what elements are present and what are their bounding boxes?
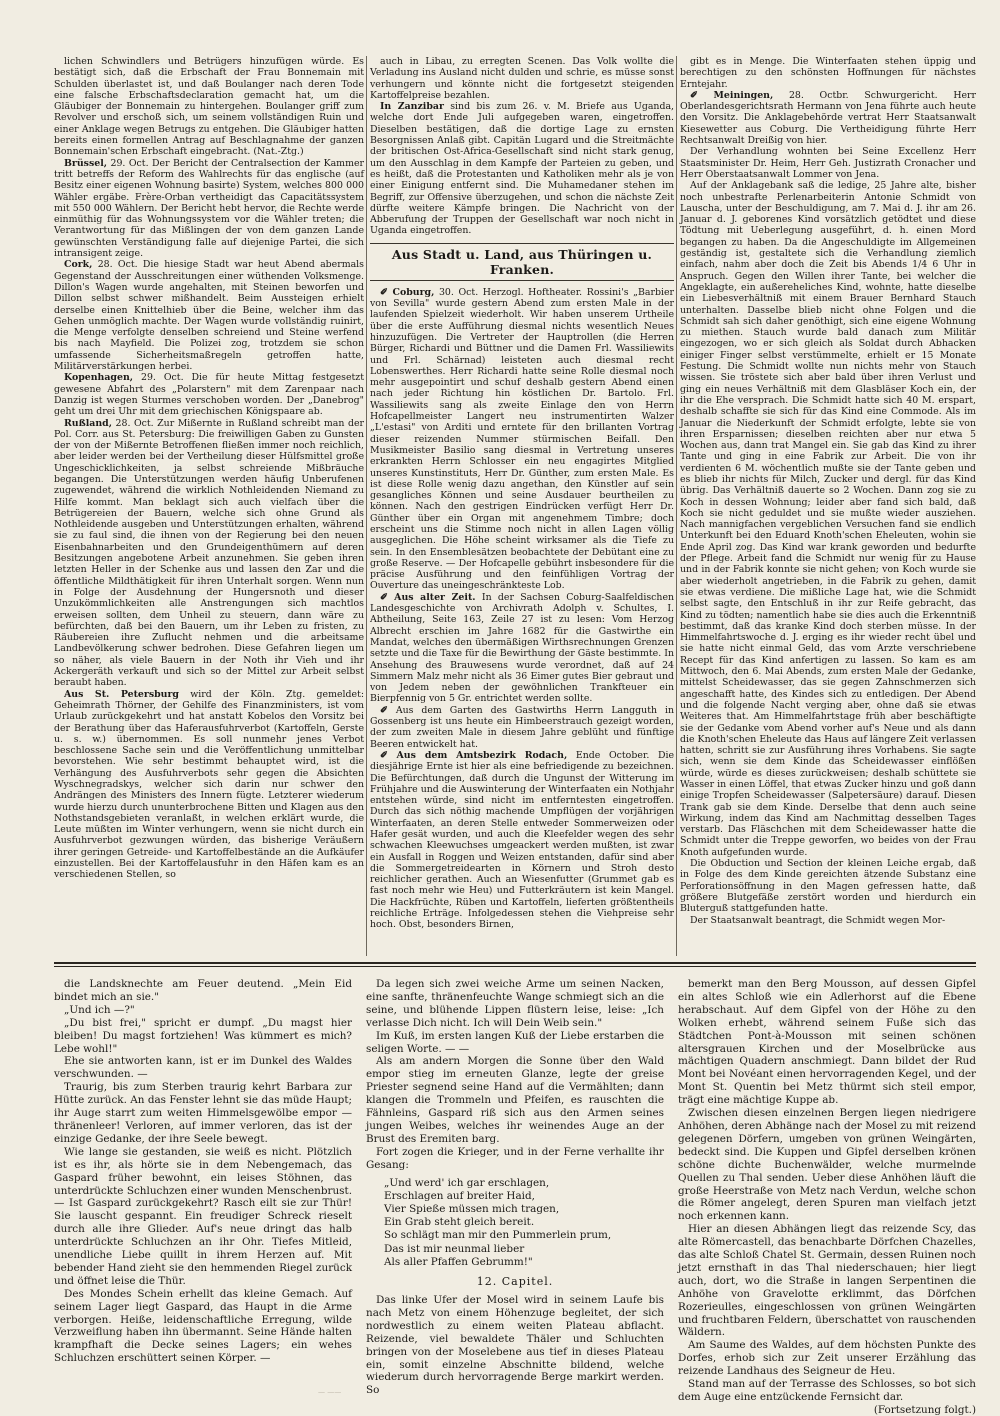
article-paragraph <box>680 146 976 180</box>
story-paragraph <box>54 1004 352 1017</box>
feuilleton-column-1 <box>54 978 352 1378</box>
dateline: Aus alter Zeit. <box>394 591 476 603</box>
article-paragraph <box>370 101 674 237</box>
news-column-1 <box>54 56 364 956</box>
article-paragraph <box>54 56 364 158</box>
article-text: Wie lange sie gestanden, sie weiß es nicht. Plötzlich ist es ihr, als hörte sie in dem Nebengemach, das Gaspard früher bewohnt, ein leises Stöhnen, das unterdrückte Schluchzen einer wunden Menschenbrust. — Ist Gaspard zurückgekehrt? Rasch eilt sie zur Thür! Sie lauscht gespannt. Ein freudiger Schreck rieselt durch alle ihre Glieder. Auf's neue dringt das halb unterdrückte Schluchzen an ihr Ohr. Tiefes Mitleid, unendliche Liebe quillt in ihrem Herzen auf. Mit bebender Hand zieht sie den hemmenden Riegel zurück und öffnet leise die Thür. <box>54 1145 352 1287</box>
verse-line: Erschlagen auf breiter Haid, <box>384 1189 535 1202</box>
section-mark-icon: ✐ <box>690 89 698 101</box>
dateline: In Zanzibar <box>380 101 444 113</box>
article-text: In der Sachsen Coburg-Saalfeldischen Landesgeschichte von Archivrath Adolph v. Schultes, I. Abtheilung, Seite 163, Zeile 27 ist zu lesen: Vom Herzog Albrecht erschien im Jahre 1682 für die Gastwirthe ein Mandat, welches den übermäßigen Wirthsrechnungen Grenzen setzte und die Taxe für die Bewirthung der Gäste bestimmte. In Ansehung des Brauwesens wurde verordnet, daß auf 24 Simmern Malz mehr nicht als 36 Eimer gutes Bier gebraut und von Jedem neben der gewöhnlichen Trankfteuer ein Bierpfennig von 5 Gr. entrichtet werden sollte. <box>370 591 675 705</box>
article-text: gibt es in Menge. Die Winterfaaten stehen üppig und berechtigen zu den schönsten Hoffnungen für nächstes Erntejahr. <box>680 56 976 90</box>
dateline: Coburg, <box>392 286 435 298</box>
article-text: Der Verhandlung wohnten bei Seine Excellenz Herr Staatsminister Dr. Heim, Herr Geh. Justizrath Cronacher und Herr Oberstaatsanwalt Lommer von Jena. <box>680 146 976 180</box>
article-paragraph <box>680 858 976 914</box>
article-text: 29. Oct. Die für heute Mittag festgesetzt gewesene Abfahrt des „Polarstern" mit dem Zarenpaar nach Danzig ist wegen Sturmes verschoben worden. Der „Danebrog" geht um drei Uhr mit dem griechischen Königspaare ab. <box>54 372 365 418</box>
article-paragraph <box>680 56 976 90</box>
story-paragraph <box>54 1017 352 1056</box>
chapter-heading: 12. Capitel. <box>476 1275 554 1289</box>
column-divider <box>676 56 677 956</box>
article-text: Als am andern Morgen die Sonne über den Wald empor stieg im erneuten Glanze, legte der greise Priester segnend seine Hand auf die Vermählten; dann klangen die Trommeln und Pfeifen, es rauschten die Fähnleins, Gaspard riß sich aus den Armen seines jungen Weibes, welches ihr weinendes Auge an der Brust des Eremiten barg. <box>366 1055 664 1145</box>
song-verse <box>384 1177 664 1269</box>
verse-line: So schlägt man mir den Pummerlein prum, <box>384 1229 612 1242</box>
article-text: 29. Oct. Der Bericht der Centralsection der Kammer tritt betreffs der Reform des Wahlrechts für das englische (auf Besitz einer eigenen Wohnung basirte) System, welches 800 000 Wähler ergäbe. Frère-Orban vertheidigt das Capacitätssystem mit 550 000 Wählern. Der Bericht hebt hervor, die Rechte werde einmüthig für das Wohnungssystem vor die Wähler treten; die Verantwortung für das Mißlingen der von dem ganzen Lande gewünschten Verständigung falle auf diejenige Partei, die sich intransigent zeige. <box>54 157 364 260</box>
article-text: Ehe sie antworten kann, ist er im Dunkel des Waldes verschwunden. — <box>54 1055 352 1081</box>
article-text: Ende October. Die diesjährige Ernte ist hier als eine befriedigende zu bezeichnen. Die Befürchtungen, daß durch die Ungunst der Witterung im Frühjahre und die Auswinterung der Winterfaaten ein Nothjahr entstehen würde, sind nicht im entferntesten eingetroffen. Durch das sich nöthig machende Umpflügen der vorjährigen Winterfaaten, an deren Stelle entweder Sommerweizen oder Hafer gesät wurden, und auch die Kleefelder wegen des sehr schwachen Kleewuchses umgeackert werden mußten, ist zwar ein Ausfall in Roggen und Weizen entstanden, dafür sind aber die Sommergetreidearten in Körnern und Stroh desto reichlicher gerathen. Auch an Wiesenfutter (Grummet gab es fast noch mehr wie Heu) und Futterkräutern ist kein Mangel. Die Hackfrüchte, Rüben und Kartoffeln, lieferten größtentheils reichliche Erträge. Infolgedessen stehen die Viehpreise sehr hoch. Obst, besonders Birnen, <box>370 749 675 931</box>
article-text: Der Staatsanwalt beantragt, die Schmidt wegen Mor- <box>690 914 946 926</box>
story-paragraph <box>678 1107 976 1223</box>
verse-line: Das ist mir neunmal lieber <box>384 1242 525 1255</box>
section-mark-icon: ✐ <box>380 286 388 298</box>
dateline: Rußland, <box>64 417 113 429</box>
article-text: Hier an diesen Abhängen liegt das reizende Scy, das alte Römercastell, das benachbarte Dörfchen Chazelles, das alte Schloß Chatel St. Germain, dessen Ruinen noch jetzt ernsthaft in das Thal niederschauen; hier liegt auch, dort, wo die Straße in langen Serpentinen die Anhöhe von Gravelotte erklimmt, das Dörfchen Rozerieulles, eingeschlossen von grünen Weingärten und fruchtbaren Feldern, überschattet von rauschenden Wäldern. <box>678 1223 976 1339</box>
story-paragraph <box>366 1055 664 1145</box>
print-mark: — —— <box>318 1388 342 1396</box>
section-mark-icon: ✐ <box>380 704 388 716</box>
news-section <box>54 56 976 956</box>
feuilleton-section <box>54 978 976 1416</box>
dateline: Cork, <box>64 259 93 271</box>
dateline: Meiningen, <box>713 89 774 101</box>
article-text: Stand man auf der Terrasse des Schlosses, so bot sich dem Auge eine entzückende Fernsicht dar. <box>678 1378 976 1403</box>
feuilleton-divider <box>54 962 976 964</box>
article-text: Aus dem Garten des Gastwirths Herrn Langguth in Gossenberg ist uns heute ein Himbeerstrauch gezeigt worden, der zum zweiten Male in diesem Jahre geblüht und fünftige Beeren entwickelt hat. <box>370 704 674 750</box>
dateline: Kopenhagen, <box>64 372 134 384</box>
dateline: Aus dem Amtsbezirk Rodach, <box>396 749 568 761</box>
article-text: Des Mondes Schein erhellt das kleine Gemach. Auf seinem Lager liegt Gaspard, das Haupt in die Arme verborgen. Heiße, leidenschaftliche Erregung, wilde Verzweiflung haben ihn übermannt. Seine Hände halten krampfhaft die Decke seines Lagers; ein wehes Schluchzen erschüttert seinen Körper. — <box>54 1287 352 1365</box>
verse-line: „Und werd' ich gar erschlagen, <box>384 1176 550 1189</box>
column-divider <box>366 56 367 956</box>
article-paragraph <box>54 158 364 260</box>
article-text: Da legen sich zwei weiche Arme um seinen Nacken, eine sanfte, thränenfeuchte Wange schmiegt sich an die seine, und blühende Lippen flüstern leise, leise: „Ich verlasse Dich nicht. Ich will Dein Weib sein." <box>366 978 664 1029</box>
article-paragraph <box>370 592 674 705</box>
verse-line: Ein Grab steht gleich bereit. <box>384 1216 535 1229</box>
article-text: Das linke Ufer der Mosel wird in seinem Laufe bis nach Metz von einem Höhenzuge begleitet, der sich nordwestlich zu einem weiten Plateau abflacht. Reizende, viel bewaldete Thäler und Schluchten bringen von der Moselebene aus tief in dieses Plateau ein, somit einzelne Abschnitte bildend, welche wiederum durch hervorragende Berge markirt werden. So <box>366 1294 664 1397</box>
story-paragraph <box>54 1146 352 1288</box>
article-text: bemerkt man den Berg Mousson, auf dessen Gipfel ein altes Schloß wie ein Adlerhorst auf die Ebene herabschaut. Auf dem Gipfel von der Höhe zu den Wolken erhebt, während seinem Fuße sich das Städtchen Pont-à-Mousson mit seinen schönen altersgrauen Kirchen und der Moselbrücke aus mächtigen Quadern anschmiegt. Dann bildet der Rud Mont bei Novéant einen hervorragenden Kegel, und der Mont St. Quentin bei Metz thürmt sich steil empor, trägt eine mächtige Kuppe ab. <box>678 978 976 1107</box>
story-paragraph <box>366 978 664 1030</box>
article-text: lichen Schwindlers und Betrügers hinzufügen würde. Es bestätigt sich, daß die Erbschaft der Frau Bonnemain mit Schulden überlastet ist, und daß Boulanger nach deren Tode eine falsche Erbschaftsdeclaration gemacht hat, um die Gläubiger der Bonnemain zu hintergehen. Boulanger griff zum Revolver und erschoß sich, um seinem vollständigen Ruin und einer Anklage wegen Betrugs zu entgehen. Die Gläubiger hatten bereits einen formellen Antrag auf Beschlagnahme der ganzen Bonnemain'schen Erbschaft eingebracht. (Nat.-Ztg.) <box>54 56 364 158</box>
story-paragraph <box>678 1378 976 1404</box>
article-text: 30. Oct. Herzogl. Hoftheater. Rossini's „Barbier von Sevilla" wurde gestern Abend zum ersten Male in der laufenden Spielzeit wiederholt. Wir haben unserem Urtheile über die erste Aufführung diesmal nichts wesentlich Neues hinzuzufügen. Die Vertreter der Hauptrollen (die Herren Bürger, Richardi und Büttner und die Damen Frl. Wassiliewits und Frl. Schärnad) leisteten auch diesmal recht Lobenswerthes. Herr Richardi hatte seine Rolle diesmal noch mehr ausgepointirt und schuf deshalb gestern Abend einen nach jeder Richtung hin köstlichen Dr. Bartolo. Frl. Wassiliewits sang als zweite Einlage den von Herrn Hofcapellmeister Langert neu instrumentirten Walzer „L'estasi" von Arditi und erntete für den brillanten Vortrag dieser reizenden Nummer stürmischen Beifall. Den Musikmeister Basilio sang diesmal in Vertretung unseres erkrankten Herrn Schlosser ein neu engagirtes Mitglied unseres Kunstinstituts, Herr Dr. Günther, zum ersten Male. Es ist diese Rolle wenig dazu angethan, den Künstler auf sein gesangliches Können und seine Ausdauer beurtheilen zu können. Nach den gestrigen Eindrücken verfügt Herr Dr. Günther über ein Organ mit angenehmem Timbre; doch erscheint uns die Stimme noch nicht in allen Lagen völlig ausgeglichen. Die Höhe scheint wirksamer als die Tiefe zu sein. In den Ensemblesätzen beobachtete der Debütant eine zu große Reserve. — Der Hofcapelle gebührt insbesondere für die präcise Ausführung und den feinfühligen Vortrag der Ouverture das uneingeschränkteste Lob. <box>370 286 674 592</box>
article-paragraph <box>54 259 364 372</box>
article-text: die Landsknechte am Feuer deutend. „Mein Eid bindet mich an sie." <box>54 978 352 1003</box>
article-paragraph <box>680 180 976 858</box>
article-text: auch in Libau, zu erregten Scenen. Das Volk wollte die Verladung ins Ausland nicht dulden und schrie, es müsse sonst verhungern und könnte nicht die fortgesetzt steigenden Kartoffelpreise bezahlen. <box>370 56 674 101</box>
continued-note: (Fortsetzung folgt.) <box>873 1403 976 1416</box>
article-paragraph <box>54 689 364 881</box>
story-paragraph <box>54 978 352 1004</box>
article-text: 28. Oct. Die hiesige Stadt war heut Abend abermals Gegenstand der Ausschreitungen einer wüthenden Volksmenge. Dillon's Wagen wurde angehalten, mit Steinen beworfen und Dillon selbst schwer mißhandelt. Beim Aussteigen erhielt derselbe einen Knittelhieb über die Beine, welcher ihm das Gehen unmöglich machte. Der Wagen wurde vollständig ruinirt, die Menge verfolgte denselben schreiend und Steine werfend bis nach Mayfield. Die Polizei zog, trotzdem sie schon umfassende Sicherheitsmaßregeln getroffen hatte, Militärverstärkungen herbei. <box>54 259 364 373</box>
story-paragraph <box>54 1288 352 1365</box>
dateline: Aus St. Petersburg <box>64 688 179 700</box>
section-mark-icon: ✐ <box>380 591 388 603</box>
story-paragraph <box>54 1055 352 1081</box>
article-paragraph <box>370 705 674 750</box>
feuilleton-column-2 <box>366 978 664 1397</box>
article-paragraph <box>370 750 674 931</box>
article-text: Im Kuß, im ersten langen Kuß der Liebe erstarben die seligen Worte. — — <box>366 1029 664 1055</box>
article-text: Zwischen diesen einzelnen Bergen liegen niedrigere Anhöhen, deren Abhänge nach der Mosel zu mit reizend gelegenen Dörfern, umgeben von grünen Weingärten, bedeckt sind. Die Kuppen und Gipfel derselben krönen schöne dichte Buchenwälder, welche murmelnde Quellen zu Thal senden. Ueber diese Anhöhen läuft die große Heerstraße von Metz nach Verdun, welche schon die Römer angelegt, deren Spuren man vielfach jetzt noch erkennen kann. <box>678 1107 976 1223</box>
article-paragraph <box>370 56 674 101</box>
article-text: Am Saume des Waldes, auf dem höchsten Punkte des Dorfes, erhob sich zur Zeit unserer Erzählung das reizende Landhaus des Seigneur de Heu. <box>678 1339 976 1378</box>
verse-line: Als aller Pfaffen Gebrumm!" <box>384 1255 533 1268</box>
article-text: 28. Octbr. Schwurgericht. Herr Oberlandesgerichtsrath Hermann von Jena führte auch heute den Vorsitz. Die Anklagebehörde vertrat Herr Staatsanwalt Kiesewetter aus Coburg. Die Vertheidigung führte Herr Rechtsanwalt Dreißig von hier. <box>680 89 977 147</box>
story-paragraph <box>366 1146 664 1172</box>
news-column-3 <box>680 56 976 956</box>
article-text: Die Obduction und Section der kleinen Leiche ergab, daß in Folge des dem Kinde gereichten ätzende Substanz eine Perforationsöffnung in den Magen gefressen hatte, daß größere Blutgefäße zerstört worden und hierdurch ein Bluterguß stattgefunden hatte. <box>680 858 976 915</box>
news-column-2 <box>370 56 674 956</box>
story-paragraph <box>678 1223 976 1339</box>
story-paragraph <box>366 1030 664 1056</box>
article-text: Auf der Anklagebank saß die ledige, 25 Jahre alte, bisher noch unbestrafte Perlenarbeiterin Antonie Schmidt von Lauscha, unter der Beschuldigung, am 7. Mai d. J. ihr am 26. Januar d. J. geborenes Kind vorsätzlich getödtet und diese Tödtung mit Ueberlegung ausgeführt, d. h. einen Mord begangen zu haben. Da die Angeschuldigte im Allgemeinen geständig ist, gestaltete sich die Verhandlung ziemlich einfach, nahm aber doch die Zeit bis Abends 1/4 6 Uhr in Anspruch. Gegen den Willen ihrer Tante, bei welcher die Angeklagte, ein außereheliches Kind, wohnte, hatte dieselbe ein Liebesverhältniß mit einem Brauer Bernhard Stauch unterhalten. Dasselbe blieb nicht ohne Folgen und die Schmidt sah sich daher genöthigt, sich eine eigene Wohnung zu miethen. Stauch wurde bald danach zum Militär eingezogen, wo er sich gleich als Soldat durch Abhacken einiger Finger selbst verstümmelte, erhielt er 15 Monate Festung. Die Schmidt wollte nun nichts mehr von Stauch wissen. Sie tröstete sich aber bald über ihren Verlust und ging ein neues Verhältniß mit dem Glasbläser Koch ein, der ihr die Ehe versprach. Die Schmidt hatte sich 40 M. erspart, deshalb schaffte sie sich für das Kind eine Commode. Als im Januar die Niederkunft der Schmidt erfolgte, lebte sie von ihren Ersparnissen; dieselben reichten aber nur etwa 5 Wochen aus, dann trat Mangel ein. Sie gab das Kind zu ihrer Tante und ging in eine Fabrik zur Arbeit. Die von ihr verdienten 6 M. wöchentlich mußte sie der Tante geben und es blieb ihr nichts für Milch, Zucker und dergl. für das Kind übrig. Das Verhältniß dauerte so 2 Wochen. Dann zog sie zu Koch in dessen Wohnung; leider aber fand sich bald, daß Koch sie nicht geduldet und sie mußte wieder ausziehen. Nach mannigfachen vergeblichen Versuchen fand sie endlich Unterkunft bei den Eduard Knoth'schen Eheleuten, wohin sie Ende April zog. Das Kind war krank geworden und bedurfte der Pflege. Arbeit fand die Schmidt nur wenig für zu Hause und in der Fabrik konnte sie nicht gehen; von Koch wurde sie aber wiederholt angetrieben, in die Fabrik zu gehen, damit sie etwas verdiene. Die mißliche Lage hat, wie die Schmidt selbst sagte, den Entschluß in ihr zur Reife gebracht, das Kind zu tödten; namentlich habe sie dies auch die Erkenntniß bestimmt, daß das kranke Kind doch sterben müsse. In der Himmelfahrtswoche d. J. erging es ihr wieder recht übel und sie hatte nicht einmal Geld, das vom Arzte verschriebene Recept für das Kind anfertigen zu lassen. So kam es am Mittwoch, den 6. Mai Abends, zum ersten Male der Gedanke, mittelst Scheidewasser, das sie gegen Zahnschmerzen sich angeschafft hatte, des Kindes sich zu entledigen. Der Abend und die folgende Nacht verging aber, ohne daß sie etwas Weiteres that. Am Himmelfahrtstage früh aber beschäftigte sie der Gedanke vom Abend vorher auf's Neue und als dann die Knoth'schen Eheleute das Haus auf längere Zeit verlassen hatten, schritt sie zur Ausführung ihres Vorhabens. Sie sagte sich, wenn sie dem Kinde das Scheidewasser einflößen würde, würde es dieses zurückweisen; deshalb schüttete sie Wasser in einen Löffel, that etwas Zucker hinzu und goß dann einige Tropfen Scheidewasser (Salpetersäure) darauf. Diesen Trank gab sie dem Kinde. Derselbe that denn auch seine Wirkung, indem das Kind am Nachmittag desselben Tages verstarb. Das Fläschchen mit dem Scheidewasser hatte die Schmidt unter die Treppe geworfen, wo beides von der Frau Knoth aufgefunden wurde. <box>680 180 976 858</box>
dateline: Brüssel, <box>64 157 108 169</box>
section-mark-icon: ✐ <box>380 749 388 761</box>
article-text: Fort zogen die Krieger, und in der Ferne verhallte ihr Gesang: <box>366 1145 664 1171</box>
story-paragraph <box>54 1081 352 1146</box>
article-paragraph <box>54 372 364 417</box>
story-paragraph <box>678 1339 976 1378</box>
feuilleton-column-3 <box>678 978 976 1416</box>
article-text: sind bis zum 26. v. M. Briefe aus Uganda, welche dort Ende Juli aufgegeben waren, eingetroffen. Dieselben bestätigen, daß die dortige Lage zu ernsten Besorgnissen Anlaß gibt. Capitän Lugard und die Streitmächte der britischen Ost-Africa-Gesellschaft sind nicht stark genug, um den Ausschlag in dem Kampfe der Parteien zu geben, und es heißt, daß die Protestanten und Katholiken mehr als je von einer Einigung entfernt sind. Die Muhamedaner stehen im Begriff, zur Offensive überzugehen, und schon die nächste Zeit dürfte weitere Kämpfe bringen. Die Nachricht von der Abberufung der Truppen der Gesellschaft war noch nicht in Uganda eingetroffen. <box>370 101 675 237</box>
article-paragraph <box>54 418 364 689</box>
article-paragraph <box>370 287 674 592</box>
story-paragraph <box>678 978 976 1107</box>
article-text: 28. Oct. Zur Mißernte in Rußland schreibt man der Pol. Corr. aus St. Petersburg: Die freiwilligen Gaben zu Gunsten der von der Mißernte Betroffenen fließen immer noch reichlich, aber leider werden bei der Vertheilung dieser Hülfsmittel große Ungeschicklichkeiten, ja selbst schreiende Mißbräuche begangen. Die Unterstützungen werden häufig Unberufenen zugewendet, während die wirklich Nothleidenden Niemand zu Hilfe kommt. Man beklagt sich auch vielfach über die Betrügereien der Bauern, welche sich ohne Grund als Nothleidende ausgeben und Unterstützungen erhalten, während sie zu faul sind, die ihnen von der Regierung bei den neuen Eisenbahnarbeiten und den Grundeigenthümern auf deren Besitzungen angebotene Arbeit anzunehmen. Sie geben ihren letzten Heller in der Schenke aus und lassen den Zar und die öffentliche Mildthätigkeit für ihren Unterhalt sorgen. Wenn nun in Folge der Ausdehnung der Hungersnoth und dieser Unzukömmlichkeiten alle Anstrengungen sich machtlos erweisen sollten, dem Unheil zu steuern, dann wäre zu befürchten, daß bei den Bauern, um ihr Leben zu fristen, zu Räubereien ihre Zuflucht nehmen und die arbeitsame Landbevölkerung schwer bedrohen. Diese Gefahren liegen um so näher, als viele Bauern in der Noth ihr Vieh und ihr Ackergeräth verkauft und sich so der Mittel zur Arbeit selbst beraubt haben. <box>54 417 364 689</box>
article-text: „Und ich —?" <box>64 1003 135 1016</box>
verse-line: Vier Spieße müssen mich tragen, <box>384 1203 560 1215</box>
article-text: „Du bist frei," spricht er dumpf. „Du magst hier bleiben! Du magst fortziehen! Was kümmert es mich? Lebe wohl!" <box>54 1016 352 1055</box>
story-paragraph <box>366 1294 664 1397</box>
article-text: Traurig, bis zum Sterben traurig kehrt Barbara zur Hütte zurück. An das Fenster lehnt sie das müde Haupt; ihr Auge starrt zum weiten Himmelsgewölbe empor — thränenleer! Verloren, auf immer verloren, das ist der einzige Gedanke, der ihre Seele bewegt. <box>54 1081 352 1145</box>
article-paragraph <box>680 90 976 146</box>
section-heading: Aus Stadt u. Land, aus Thüringen u. Franken. <box>370 243 674 281</box>
article-text: wird der Köln. Ztg. gemeldet: Geheimrath Thörner, der Gehilfe des Finanzministers, ist vom Urlaub zurückgekehrt und hat anstatt Kobelos den Vorsitz bei der Berathung über das Haferausfuhrverbot (Kartoffeln, Gerste u. s. w.) übernommen. Es soll nunmehr jenes Verbot beschlossene Sache sein und die Veröffentlichung unmittelbar bevorstehen. Wie sehr bestimmt behauptet wird, ist die Verhängung des Ausfuhrverbots sehr gegen die Absichten Wyschnegradskys, welcher sich darin nur schwer den Andrängen des Ministers des Innern fügte. Letzterer wiederum wurde hierzu durch ununterbrochene Bitten und Klagen aus den Nothstandsgebieten veranlaßt, in welchen erklärt wurde, die Leute müßten im Winter verhungern, wenn sie nicht durch ein Ausfuhrverbot gezwungen würden, das bisherige Veräußern ihrer geringen Getreide- und Kartoffelbestände an die Aufkäufer einzustellen. Bei der Kartoffelausfuhr in den Häfen kam es an verschiedenen Stellen, so <box>54 688 365 881</box>
article-paragraph <box>680 915 976 926</box>
feuilleton-divider-thin <box>54 966 976 967</box>
